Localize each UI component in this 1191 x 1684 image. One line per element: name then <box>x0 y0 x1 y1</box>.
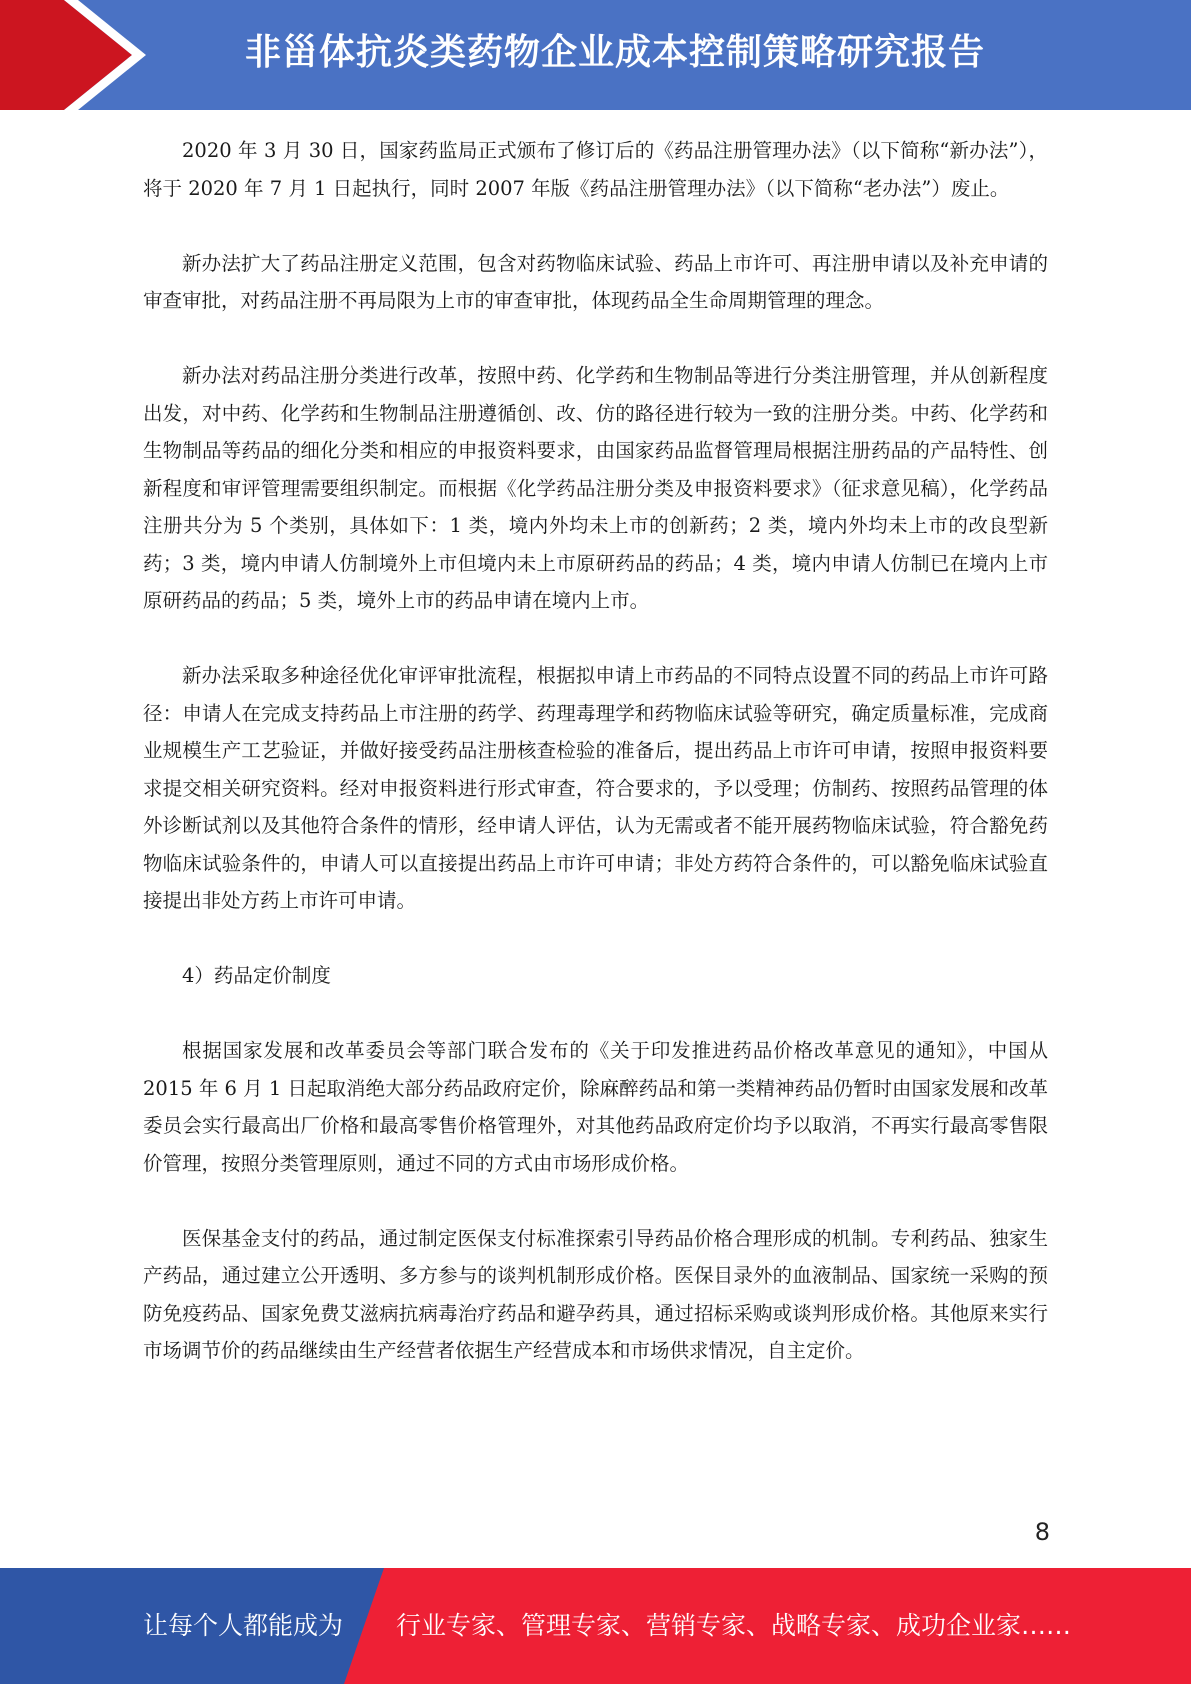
paragraph-registration-scope: 新办法扩大了药品注册定义范围，包含对药物临床试验、药品上市许可、再注册申请以及补充申请的审查审批，对药品注册不再局限为上市的审查审批，体现药品全生命周期管理的理念。 <box>143 251 1048 312</box>
page-number: 8 <box>1034 1518 1050 1546</box>
paragraph-registration-classification: 新办法对药品注册分类进行改革，按照中药、化学药和生物制品等进行分类注册管理，并从创新程度出发，对中药、化学药和生物制品注册遵循创、改、仿的路径进行较为一致的注册分类。中药、化学药和生物制品等药品的细化分类和相应的申报资料要求，由国家药品监督管理局根据注册药品的产品特性、创新程度和审评管理需要组织制定。而根据《化学药品注册分类及申报资料要求》（征求意见稿），化学药品注册共分为 5 个类别，具体如下：1 类，境内外均未上市的创新药；2 类，境内外均未上市的改良型新药；3 类，境内申请人仿制境外上市但境内未上市原研药品的药品；4 类，境内申请人仿制已在境内上市原研药品的药品；5 类，境外上市的药品申请在境内上市。 <box>143 364 1048 612</box>
footer-slogan-right: 行业专家、管理专家、营销专家、战略专家、成功企业家…… <box>396 1611 1072 1640</box>
red-arrow-icon <box>0 0 160 110</box>
paragraph-pricing-reform: 根据国家发展和改革委员会等部门联合发布的《关于印发推进药品价格改革意见的通知》，中国从 2015 年 6 月 1 日起取消绝大部分药品政府定价，除麻醉药品和第一类精神药品仍暂时由国家发展和改革委员会实行最高出厂价格和最高零售价格管理外，对其他药品政府定价均予以取消，不再实行最高零售限价管理，按照分类管理原则，通过不同的方式由市场形成价格。 <box>143 1039 1048 1175</box>
page-header <box>0 0 1191 110</box>
report-title: 非甾体抗炎类药物企业成本控制策略研究报告 <box>245 32 986 73</box>
document-body <box>143 132 1048 1407</box>
page-footer <box>0 1568 1191 1684</box>
section-heading-pricing: 4）药品定价制度 <box>182 964 331 987</box>
footer-slogan-left: 让每个人都能成为 <box>143 1611 344 1640</box>
paragraph-approval-process: 新办法采取多种途径优化审评审批流程，根据拟申请上市药品的不同特点设置不同的药品上市许可路径：申请人在完成支持药品上市注册的药学、药理毒理学和药物临床试验等研究，确定质量标准，完成商业规模生产工艺验证，并做好接受药品注册核查检验的准备后，提出药品上市许可申请，按照申报资料要求提交相关研究资料。经对申报资料进行形式审查，符合要求的，予以受理；仿制药、按照药品管理的体外诊断试剂以及其他符合条件的情形，经申请人评估，认为无需或者不能开展药物临床试验，符合豁免药物临床试验条件的，申请人可以直接提出药品上市许可申请；非处方药符合条件的，可以豁免临床试验直接提出非处方药上市许可申请。 <box>143 664 1048 912</box>
paragraph-insurance-pricing: 医保基金支付的药品，通过制定医保支付标准探索引导药品价格合理形成的机制。专利药品、独家生产药品，通过建立公开透明、多方参与的谈判机制形成价格。医保目录外的血液制品、国家统一采购的预防免疫药品、国家免费艾滋病抗病毒治疗药品和避孕药具，通过招标采购或谈判形成价格。其他原来实行市场调节价的药品继续由生产经营者依据生产经营成本和市场供求情况，自主定价。 <box>143 1226 1048 1362</box>
paragraph-new-regulation-intro: 2020 年 3 月 30 日，国家药监局正式颁布了修订后的《药品注册管理办法》（以下简称“新办法”），将于 2020 年 7 月 1 日起执行，同时 2007 年版《药品注册管理办法》（以下简称“老办法”）废止。 <box>143 139 1048 200</box>
